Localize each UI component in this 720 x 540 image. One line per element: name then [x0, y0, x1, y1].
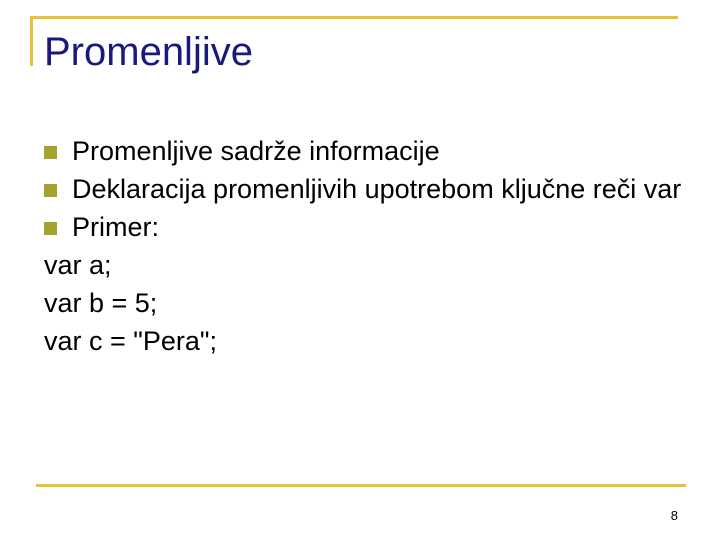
- slide-title: Promenljive: [44, 30, 253, 74]
- code-line: var a;: [44, 250, 112, 280]
- bullet-item: [44, 132, 684, 170]
- code-line: var c = "Pera";: [44, 326, 217, 356]
- bullet-item: [44, 170, 684, 208]
- square-bullet-icon: [44, 146, 57, 159]
- square-bullet-icon: [44, 184, 57, 197]
- bullet-text: Primer:: [72, 212, 159, 242]
- left-accent-line: [30, 16, 33, 66]
- bottom-accent-line: [36, 484, 686, 487]
- square-bullet-icon: [44, 222, 57, 235]
- code-line: var b = 5;: [44, 288, 158, 318]
- bullet-item: [44, 208, 684, 246]
- top-accent-line: [30, 16, 678, 19]
- bullet-text: Deklaracija promenljivih upotrebom ključne reči var: [72, 174, 682, 204]
- page-number: 8: [670, 508, 678, 523]
- bullet-text: Promenljive sadrže informacije: [72, 136, 440, 166]
- slide-content: [44, 132, 684, 360]
